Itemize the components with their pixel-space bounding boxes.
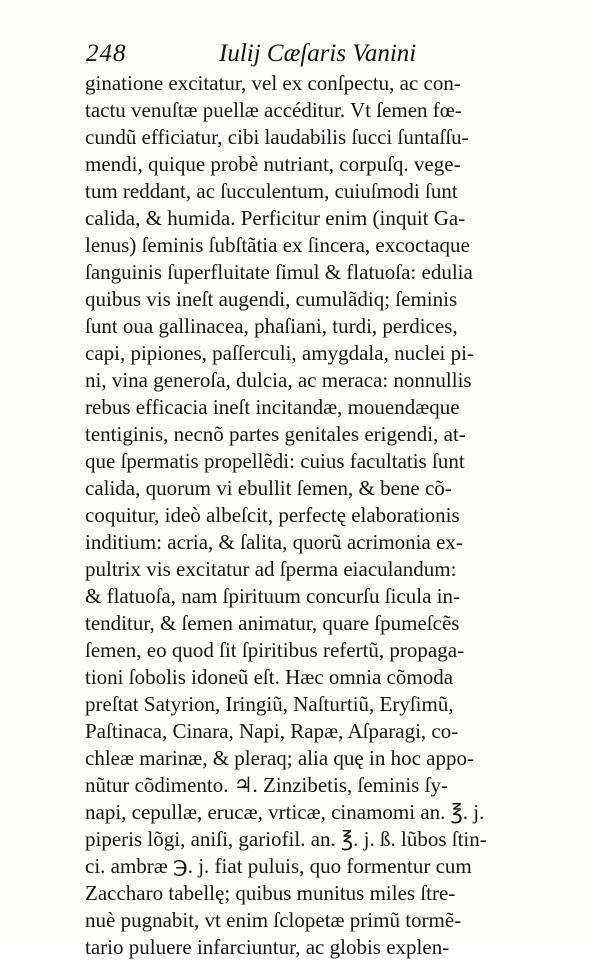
text-line: chleæ marinæ, & pleraq; alia quę in hoc appo- xyxy=(85,746,474,770)
text-line: ſanguinis ſuperfluitate ſimul & flatuoſa: edulia xyxy=(85,260,473,284)
text-line: tario puluere infarciuntur, ac globis explen- xyxy=(85,935,450,959)
page-number: 248 xyxy=(86,40,127,67)
text-line: tenditur, & ſemen animatur, quare ſpumeſcẽs xyxy=(85,611,460,635)
text-line: & flatuoſa, nam ſpirituum concurſu ſicula in- xyxy=(85,584,460,608)
text-line: inditium: acria, & ſalita, quorũ acrimonia ex- xyxy=(85,530,463,554)
text-line: tioni ſobolis idoneũ eſt. Hæc omnia cõmoda xyxy=(85,665,454,689)
text-line: mendi, quique probè nutriant, corpuſq. vege- xyxy=(85,152,461,176)
text-line: tum reddant, ac ſucculentum, cuiuſmodi ſunt xyxy=(85,179,458,203)
text-line: napi, cepullæ, erucæ, vrticæ, cinamomi an. ℥. j. xyxy=(85,800,485,824)
text-line: nuè pugnabit, vt enim ſclopetæ primũ tormẽ- xyxy=(85,908,462,932)
text-line: ci. ambræ ℈. j. fiat puluis, quo formentur cum xyxy=(85,854,472,878)
body-text xyxy=(85,70,517,961)
text-line: lenus) ſeminis ſubſtãtia ex ſincera, excoctaque xyxy=(85,233,470,257)
text-line: calida, quorum vi ebullit ſemen, & bene cõ- xyxy=(85,476,452,500)
text-line: coquitur, ideò albeſcit, perfectę elaborationis xyxy=(85,503,460,527)
running-head: Iulij Cæſaris Vanini xyxy=(219,40,417,67)
text-line: Paſtinaca, Cinara, Napi, Rapæ, Aſparagi, co- xyxy=(85,719,459,743)
text-line: tactu venuſtæ puellæ accéditur. Vt ſemen fœ- xyxy=(85,98,462,122)
text-line: preſtat Satyrion, Iringiũ, Naſturtiũ, Eryſimũ, xyxy=(85,692,454,716)
text-line: piperis lõgi, aniſi, gariofil. an. ℥. j. ß. lũbos ſtin- xyxy=(85,827,487,851)
text-line: cundũ efficiatur, cibi laudabilis ſucci ſuntaſſu- xyxy=(85,125,469,149)
text-line: Zaccharo tabellę; quibus munitus miles ſtre- xyxy=(85,881,456,905)
text-line: que ſpermatis propellẽdi: cuius facultatis ſunt xyxy=(85,449,465,473)
text-line: capi, pipiones, paſſerculi, amygdala, nuclei pi- xyxy=(85,341,474,365)
text-line: rebus efficacia ineſt incitandæ, mouendæque xyxy=(85,395,460,419)
text-line: tentiginis, necnõ partes genitales erigendi, at- xyxy=(85,422,466,446)
text-line: calida, & humida. Perficitur enim (inquit Ga- xyxy=(85,206,466,230)
text-line: ſemen, eo quod ſit ſpiritibus refertũ, propaga- xyxy=(85,638,465,662)
text-line: ni, vina generoſa, dulcia, ac meraca: nonnullis xyxy=(85,368,472,392)
text-line: quibus vis ineſt augendi, cumulãdiq; ſeminis xyxy=(85,287,458,311)
text-line: pultrix vis excitatur ad ſperma eiaculandum: xyxy=(85,557,457,581)
page-header xyxy=(86,40,526,70)
text-line: ſunt oua gallinacea, phaſiani, turdi, perdices, xyxy=(85,314,458,338)
text-line: nũtur cõdimento. ♃. Zinzibetis, ſeminis ſy- xyxy=(85,773,448,797)
text-line: ginatione excitatur, vel ex conſpectu, ac con- xyxy=(85,71,461,95)
